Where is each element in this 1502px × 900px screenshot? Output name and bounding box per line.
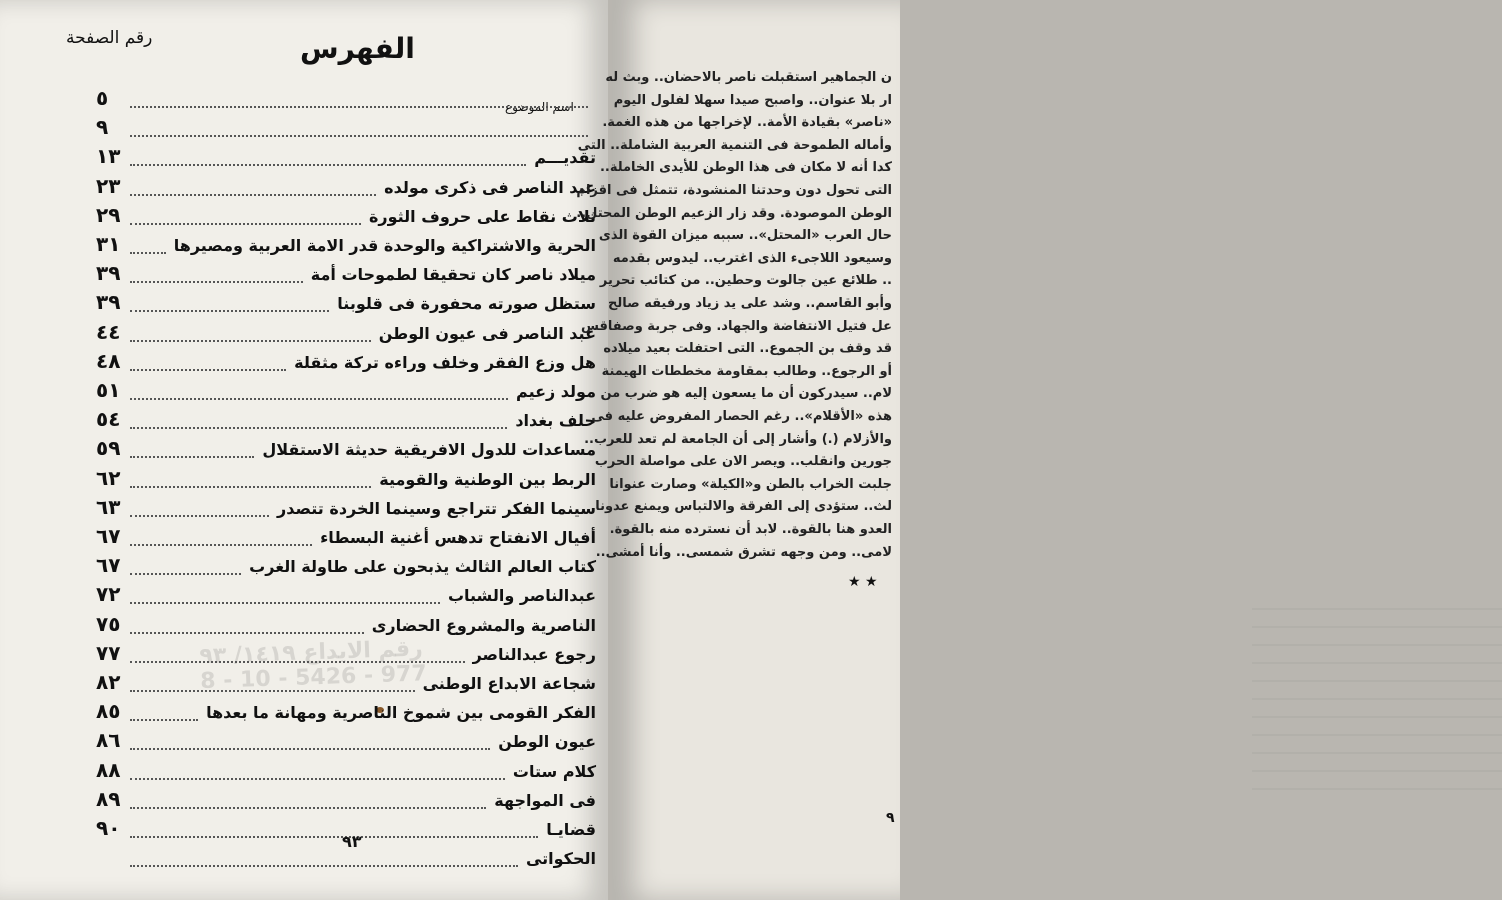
right-page-line: عل فتيل الانتفاضة والجهاد. وفى جربة وصفاقس — [581, 318, 892, 334]
right-page-line: التى تحول دون وحدتنا المنشودة، تتمثل فى اقزام — [576, 183, 892, 198]
toc-row — [96, 582, 596, 608]
toc-entry-text: فى المواجهة — [494, 790, 596, 810]
toc-entry-text: الحكواتى — [525, 849, 596, 869]
toc-page-number: ٨٥ — [96, 699, 121, 724]
right-page-line: العدو هنا بالقوة.. لابد أن نسترده منه بالقوة. — [609, 522, 892, 537]
toc-page-number: ٥١ — [96, 378, 121, 402]
toc-page-number: ٤٨ — [96, 348, 121, 373]
toc-leader-dots — [130, 543, 312, 546]
toc-entry-text: رجوع عبدالناصر — [472, 644, 596, 664]
toc-list — [0, 0, 608, 900]
toc-leader-dots — [130, 747, 490, 750]
toc-row — [96, 290, 596, 316]
toc-row — [96, 553, 596, 579]
right-page-line: وسيعود اللاجىء الذى اغترب.. ليدوس بقدمه — [612, 250, 892, 266]
toc-entry-text: الربط بين الوطنية والقومية — [379, 469, 596, 489]
toc-leader-dots — [130, 864, 518, 867]
toc-page-number: ٧٥ — [96, 611, 121, 636]
right-page-line: .. طلائع عين جالوت وحطين.. من كتائب تحرير — [599, 273, 892, 289]
toc-entry-text: حلف بغداد — [515, 411, 596, 431]
right-page-line: لام.. سيدركون أن ما يسعون إليه هو ضرب من — [600, 386, 892, 402]
right-page-line: لامى.. ومن وجهه تشرق شمسى.. وأنا أمشى.. — [595, 544, 892, 560]
toc-row — [96, 699, 596, 725]
toc-page-number: ٥ — [96, 86, 109, 110]
toc-row — [96, 495, 596, 521]
toc-row — [96, 466, 596, 492]
toc-entry-text: الناصرية والمشروع الحضارى — [371, 615, 596, 635]
toc-leader-dots — [130, 601, 440, 604]
toc-page-number: ٦٧ — [96, 524, 121, 548]
toc-entry-text: هل وزع الفقر وخلف وراءه تركة مثقلة — [294, 352, 596, 372]
right-page-line: «ناصر» بقيادة الأمة.. لإخراجها من هذه الغمة. — [602, 115, 892, 131]
toc-leader-dots — [130, 718, 198, 721]
toc-entry-text: أفيال الانفتاح تدهس أغنية البسطاء — [320, 528, 596, 547]
toc-page-number: ٢٩ — [96, 202, 121, 227]
toc-title: الفهرس — [300, 32, 415, 65]
toc-entry-text: الفكر القومى بين شموخ الناصرية ومهانة ما بعدها — [206, 703, 596, 723]
right-page-line: هذه «الأقلام».. رغم الحصار المفروض عليه فى — [591, 409, 892, 424]
toc-leader-dots — [130, 631, 364, 634]
toc-page-number: ٩٠ — [96, 816, 121, 840]
toc-leader-dots — [130, 368, 286, 371]
section-stars: ★ ★ — [848, 574, 878, 590]
toc-entry-text: عبدالناصر والشباب — [447, 586, 596, 606]
toc-page-number: ٣٩ — [96, 290, 121, 315]
toc-entry-text: عبد الناصر فى عيون الوطن — [378, 323, 596, 343]
toc-leader-dots — [130, 689, 415, 692]
toc-page-number: ٣١ — [96, 232, 121, 256]
toc-page-number: ٦٧ — [96, 553, 121, 578]
toc-leader-dots — [130, 455, 254, 458]
toc-row — [96, 670, 596, 696]
toc-page-number: ٦٢ — [96, 465, 121, 490]
left-page-number: ٩٣ — [342, 832, 362, 851]
toc-page-number: ٨٦ — [96, 728, 121, 753]
toc-leader-dots — [130, 485, 371, 488]
page-column-header: رقم الصفحة — [66, 28, 153, 48]
toc-page-number: ٦٣ — [96, 494, 121, 519]
toc-page-number: ٢٣ — [96, 173, 121, 198]
right-page-line: جورين وانقلب.. ويصر الان على مواصلة الحرب — [594, 454, 892, 470]
toc-leader-dots — [130, 309, 329, 312]
toc-row — [96, 144, 596, 170]
toc-row — [96, 86, 596, 112]
toc-entry-text: قضايـا — [546, 820, 596, 839]
toc-row — [96, 612, 596, 638]
right-page-line: ن الجماهير استقبلت ناصر بالاحضان.. وبث له — [605, 70, 892, 85]
toc-leader-dots — [130, 163, 526, 166]
toc-row — [96, 787, 596, 813]
toc-leader-dots — [130, 134, 588, 137]
right-page-line: ار بلا عنوان.. واصبح صيدا سهلا لفلول اليوم — [613, 92, 892, 108]
toc-leader-dots — [130, 193, 376, 196]
toc-leader-dots — [130, 222, 361, 225]
right-page-line: أو الرجوع.. وطالب بمقاومة مخططات الهيمنة — [601, 363, 892, 379]
toc-leader-dots — [130, 280, 303, 283]
toc-page-number: ٤٤ — [96, 319, 121, 344]
toc-leader-dots — [130, 397, 508, 400]
toc-entry-text: سينما الفكر تتراجع وسينما الخردة تتصدر — [277, 498, 596, 518]
toc-row — [96, 758, 596, 784]
toc-leader-dots — [130, 514, 269, 517]
toc-page-number: ٨٨ — [96, 757, 121, 782]
toc-entry-text: مولد زعيم — [516, 382, 596, 401]
toc-page-number: ٨٩ — [96, 786, 121, 811]
toc-leader-dots — [130, 339, 371, 342]
subject-column-header: اسم الموضوع — [505, 100, 574, 114]
left-page — [0, 0, 608, 900]
right-page-line: حال العرب «المحتل».. سببه ميزان القوة الذى — [598, 228, 892, 244]
toc-entry-text: ستظل صورته محفورة فى قلوبنا — [337, 294, 596, 314]
toc-row — [96, 349, 596, 375]
right-page-line: جلبت الخراب بالطن و«الكيلة» وصارت عنوانا — [609, 476, 892, 492]
toc-leader-dots — [130, 777, 505, 780]
toc-page-number: ٩ — [96, 115, 109, 140]
right-page-line: قد وقف بن الجموع.. التى احتفلت بعيد ميلاده — [603, 341, 892, 357]
toc-leader-dots — [130, 660, 465, 663]
toc-leader-dots — [130, 835, 538, 838]
toc-row — [96, 115, 596, 141]
toc-leader-dots — [130, 105, 588, 108]
toc-entry-text: تقديـــم — [534, 148, 596, 168]
toc-page-number: ٨٢ — [96, 670, 121, 694]
right-page-line: لث.. ستؤدى إلى الفرقة والالتباس ويمنع عدونا — [595, 499, 892, 515]
toc-row — [96, 524, 596, 550]
toc-row — [96, 320, 596, 346]
toc-row — [96, 407, 596, 433]
toc-page-number: ٥٩ — [96, 436, 121, 461]
toc-row — [96, 728, 596, 754]
toc-row — [96, 174, 596, 200]
toc-row — [96, 378, 596, 404]
faded-deposit-stamp: رقم الايداع ١٤١٩/ ٩٣ 977 - 5426 - 10 - 8 — [199, 636, 428, 695]
right-page — [576, 0, 900, 900]
toc-leader-dots — [130, 806, 486, 809]
toc-entry-text: ميلاد ناصر كان تحقيقا لطموحات أمة — [310, 265, 596, 285]
toc-page-number: ٣٩ — [96, 261, 121, 286]
toc-page-number: ٧٢ — [96, 582, 121, 607]
right-page-line: كدا أنه لا مكان فى هذا الوطن للأيدى الخاملة.. — [599, 160, 892, 176]
toc-row — [96, 436, 596, 462]
toc-page-number: ٧٧ — [96, 640, 121, 665]
right-page-line: وأماله الطموحة فى التنمية العربية الشاملة.. التى — [577, 137, 892, 153]
toc-row — [96, 641, 596, 667]
toc-row — [96, 261, 596, 287]
toc-entry-text: مساعدات للدول الافريقية حديثة الاستقلال — [262, 440, 596, 460]
toc-entry-text: شجاعة الابداع الوطنى — [422, 674, 596, 693]
toc-row — [96, 232, 596, 258]
right-page-line: الوطن الموصودة. وقد زار الزعيم الوطن المحتل.. — [576, 205, 892, 221]
toc-entry-text: كتاب العالم الثالث يذبحون على طاولة الغرب — [249, 557, 596, 577]
toc-leader-dots — [130, 426, 507, 429]
toc-row — [96, 203, 596, 229]
toc-page-number: ٥٤ — [96, 407, 121, 432]
toc-entry-text: عبد الناصر فى ذكرى مولده — [384, 177, 596, 197]
toc-leader-dots — [130, 572, 241, 575]
toc-entry-text: الحرية والاشتراكية والوحدة قدر الامة العربية ومصيرها — [173, 236, 596, 255]
toc-entry-text: عيون الوطن — [498, 732, 596, 752]
right-page-line: وأبو القاسم.. وشد على يد زياد ورفيقه صالح — [607, 296, 892, 311]
bleed-through-text — [1252, 600, 1502, 790]
toc-entry-text: ثلاث نقاط على حروف الثورة — [368, 206, 596, 226]
right-page-line: والأزلام (.) وأشار إلى أن الجامعة لم تعد للعرب.. — [584, 431, 892, 447]
toc-page-number: ١٣ — [96, 144, 121, 169]
right-page-number: ٩ — [886, 810, 895, 826]
toc-leader-dots — [130, 251, 166, 254]
toc-entry-text: كلام ستات — [512, 761, 596, 781]
